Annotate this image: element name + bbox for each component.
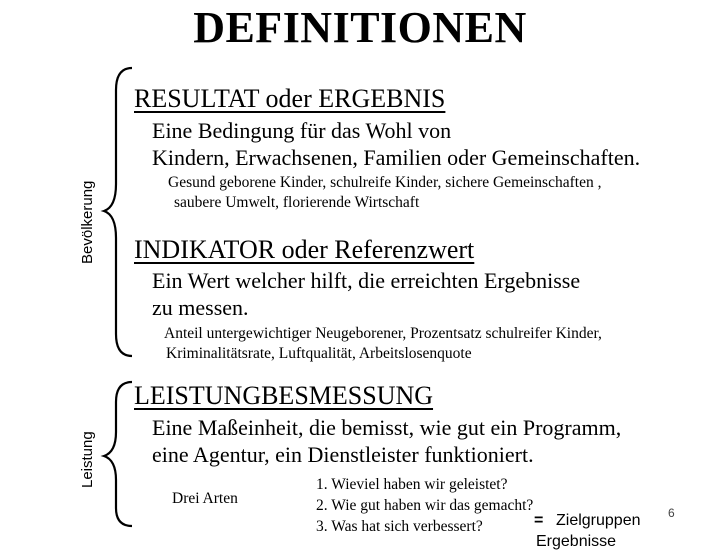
definition-indikator: Ein Wert welcher hilft, die erreichten Ergebnisse zu messen. <box>152 268 581 320</box>
side-label-leistung: Leistung <box>79 431 96 488</box>
slide-title: DEFINITIONEN <box>193 3 527 52</box>
brace-bevoelkerung <box>104 68 132 356</box>
question-3: 3. Was hat sich verbessert? <box>316 518 483 535</box>
side-label-bevoelkerung: Bevölkerung <box>79 180 96 264</box>
question-2: 2. Wie gut haben wir das gemacht? <box>316 497 534 514</box>
heading-leistungsbemessung: LEISTUNGBESMESSUNG <box>134 381 434 410</box>
equals-sign: = <box>534 512 544 529</box>
examples-indikator: Anteil untergewichtiger Neugeborener, Prozentsatz schulreifer Kinder, Kriminalitätsrate, Luftqualität, Arbeitslosenquote <box>164 325 602 362</box>
brace-leistung <box>104 382 132 526</box>
definition-leistungsbemessung: Eine Maßeinheit, die bemisst, wie gut ein Programm, eine Agentur, ein Dienstleister funktioniert. <box>152 415 622 467</box>
cut-off-text: Ergebnisse <box>536 533 617 550</box>
drei-arten-label: Drei Arten <box>172 490 238 507</box>
heading-resultat: RESULTAT oder ERGEBNIS <box>134 84 446 113</box>
questions-list <box>316 474 533 537</box>
question-1: 1. Wieviel haben wir geleistet? <box>316 476 508 493</box>
page-number: 6 <box>668 506 675 520</box>
heading-indikator: INDIKATOR oder Referenzwert <box>134 235 475 264</box>
examples-resultat: Gesund geborene Kinder, schulreife Kinder, sichere Gemeinschaften , saubere Umwelt, florierende Wirtschaft <box>168 174 602 211</box>
zielgruppen-label: Zielgruppen <box>556 512 641 529</box>
definition-resultat: Eine Bedingung für das Wohl von Kindern, Erwachsenen, Familien oder Gemeinschaften. <box>152 118 641 170</box>
